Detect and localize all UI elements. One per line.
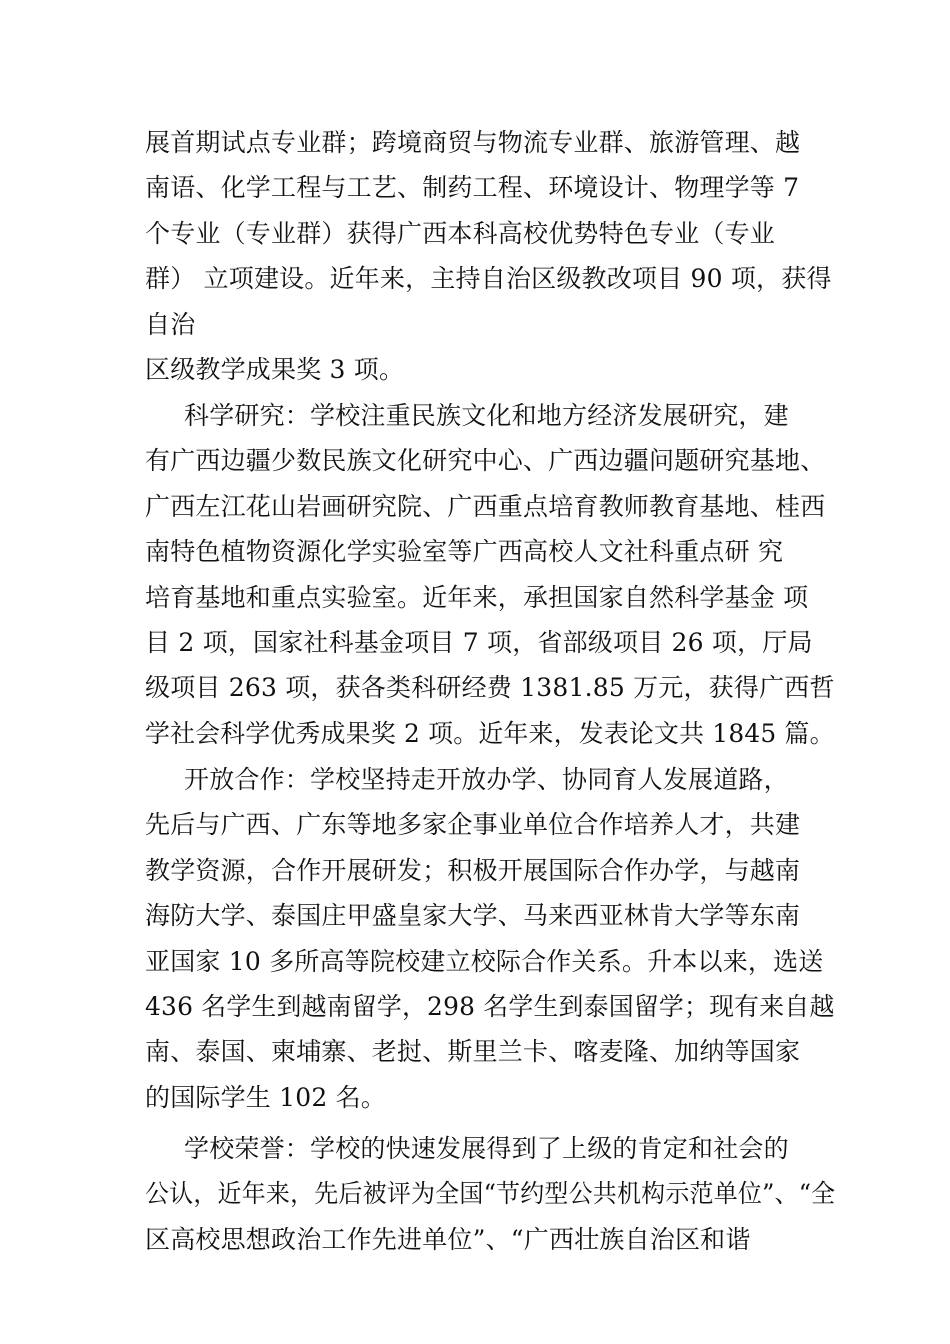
text-line: 广西左江花山岩画研究院、广西重点培育教师教育基地、桂西 — [145, 491, 826, 521]
text-line: 群） 立项建设。近年来，主持自治区级教改项目 90 项，获得 — [145, 264, 832, 294]
text-line: 学校荣誉：学校的快速发展得到了上级的肯定和社会的 — [184, 1134, 789, 1163]
paragraph-cooperation — [145, 757, 835, 1120]
text-line: 南特色植物资源化学实验室等广西高校人文社科重点研 究 — [145, 537, 784, 567]
text-line: 展首期试点专业群；跨境商贸与物流专业群、旅游管理、越 — [145, 128, 801, 157]
text-line: 亚国家 10 多所高等院校建立校际合作关系。升本以来，选送 — [145, 946, 824, 976]
text-line: 科学研究：学校注重民族文化和地方经济发展研究，建 — [184, 401, 789, 430]
text-line: 学社会科学优秀成果奖 2 项。近年来，发表论文共 1845 篇。 — [145, 718, 835, 748]
text-line: 目 2 项，国家社科基金项目 7 项，省部级项目 26 项，厅局 — [145, 628, 813, 658]
text-line: 先后与广西、广东等地多家企事业单位合作培养人才，共建 — [145, 810, 801, 840]
text-line: 级项目 263 项，获各类科研经费 1381.85 万元，获得广西哲 — [145, 673, 835, 703]
paragraph-research — [145, 393, 835, 756]
text-line: 自治 — [145, 309, 196, 339]
paragraph-teaching — [145, 120, 835, 392]
text-line: 个专业（专业群）获得广西本科高校优势特色专业（专业 — [145, 218, 776, 248]
text-line: 区级教学成果奖 3 项。 — [145, 355, 405, 385]
text-line: 教学资源，合作开展研发；积极开展国际合作办学，与越南 — [145, 855, 801, 885]
text-line: 海防大学、泰国庄甲盛皇家大学、马来西亚林肯大学等东南 — [145, 901, 801, 931]
text-line: 公认，近年来，先后被评为全国“节约型公共机构示范单位”、“全 — [145, 1179, 836, 1209]
text-line: 区高校思想政治工作先进单位”、“广西壮族自治区和谐 — [145, 1224, 751, 1254]
text-line: 有广西边疆少数民族文化研究中心、广西边疆问题研究基地、 — [145, 446, 826, 476]
text-line: 436 名学生到越南留学，298 名学生到泰国留学；现有来自越 — [145, 992, 835, 1022]
text-line: 南语、化学工程与工艺、制药工程、环境设计、物理学等 7 — [145, 173, 800, 203]
paragraph-honors — [145, 1126, 835, 1262]
text-line: 培育基地和重点实验室。近年来，承担国家自然科学基金 项 — [145, 582, 809, 612]
text-line: 开放合作：学校坚持走开放办学、协同育人发展道路， — [184, 765, 789, 794]
text-line: 南、泰国、柬埔寨、老挝、斯里兰卡、喀麦隆、加纳等国家 — [145, 1037, 801, 1067]
text-line: 的国际学生 102 名。 — [145, 1082, 387, 1112]
